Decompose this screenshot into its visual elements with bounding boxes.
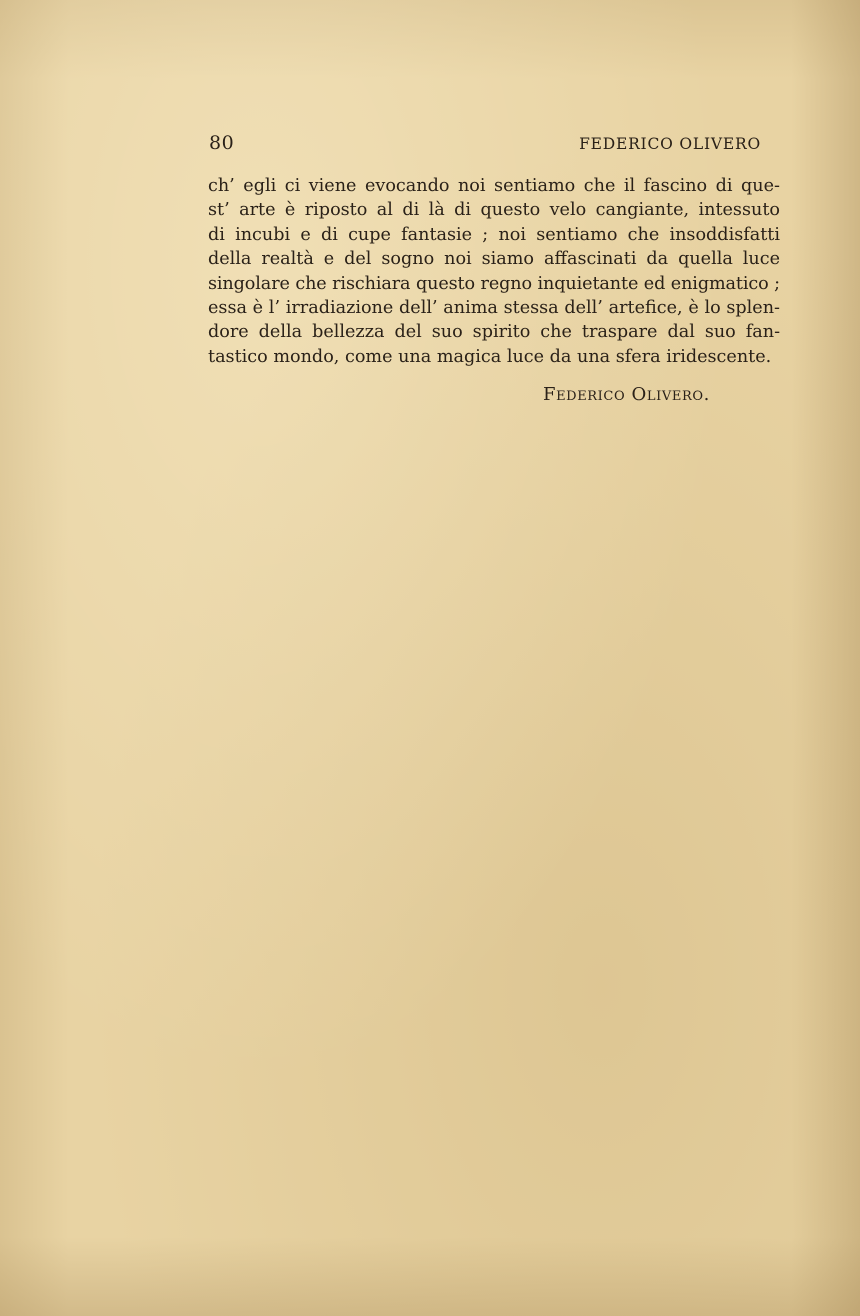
running-head-title: FEDERICO OLIVERO [579,135,761,153]
text-line: dore della bellezza del suo spirito che traspare dal suo fan- [208,322,781,343]
text-line: tastico mondo, come una magica luce da una sfera iridescente. [208,346,772,367]
text-line: essa è l’ irradiazione dell’ anima stessa dell’ artefice, è lo splen- [208,298,780,319]
text-line: ch’ egli ci viene evocando noi sentiamo che il fascino di que- [208,176,780,196]
text-line: della realtà e del sogno noi siamo affascinati da quella luce [208,249,780,270]
author-signature: Federico Olivero. [543,384,710,405]
text-line: di incubi e di cupe fantasie ; noi sentiamo che insoddisfatti [208,224,780,245]
text-line: st’ arte è riposto al di là di questo velo cangiante, intessuto [208,200,780,221]
text-line: singolare che rischiara questo regno inquietante ed enigmatico ; [208,273,780,294]
body-paragraph [208,174,780,369]
page-number: 80 [209,132,235,154]
running-head [209,132,761,156]
